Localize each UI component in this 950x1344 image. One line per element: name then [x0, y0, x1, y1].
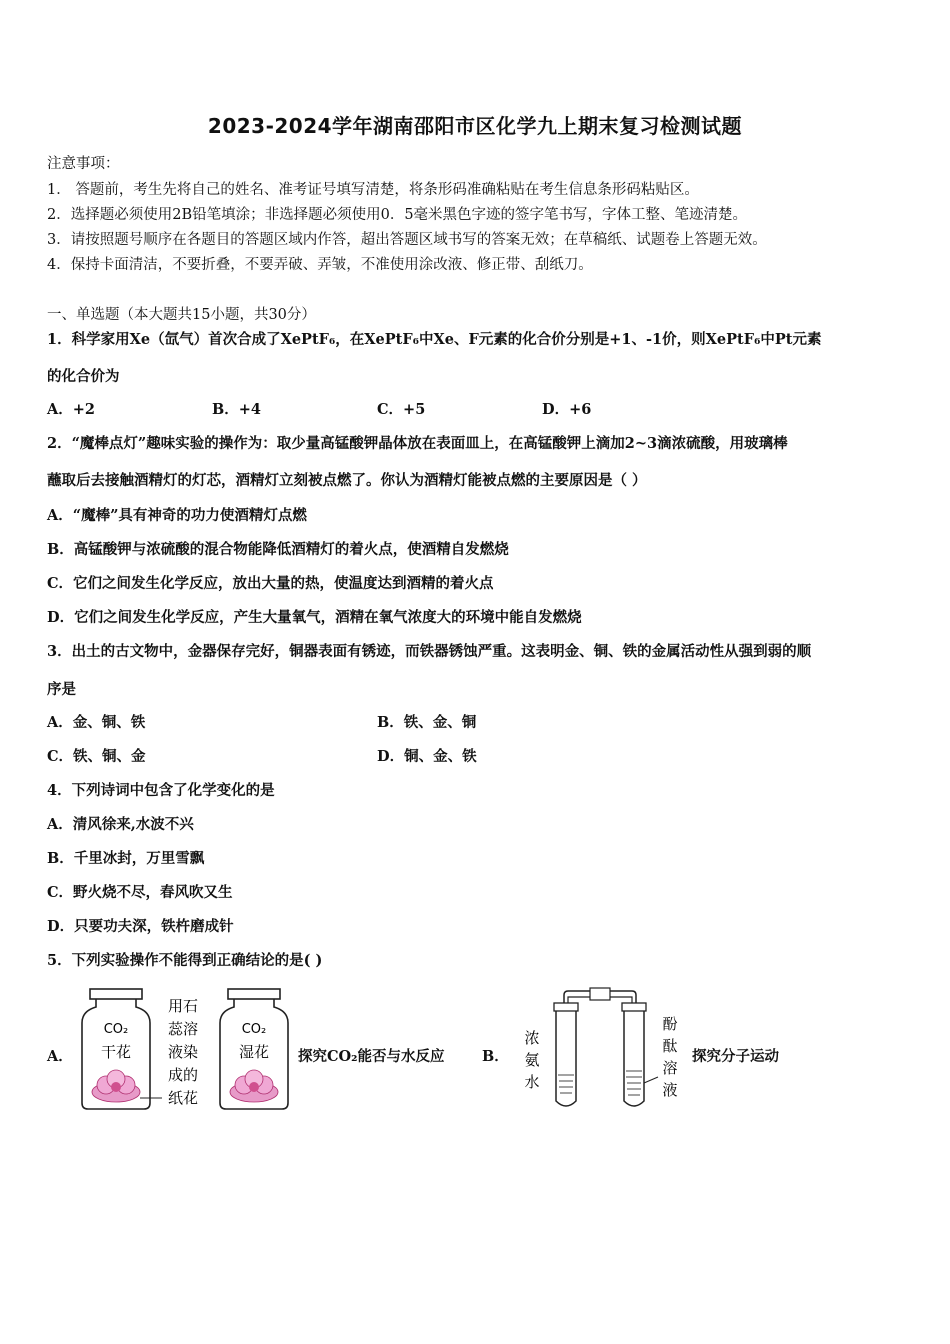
section-heading: 一、单选题（本大题共15小题，共30分）: [47, 307, 316, 323]
page-title: 2023-2024学年湖南邵阳市区化学九上期末复习检测试题: [207, 114, 743, 138]
q5-option-a-text: 探究CO₂能否与水反应: [298, 1048, 445, 1065]
flower-icon: [92, 1070, 140, 1102]
q5-figures: [0, 985, 950, 1115]
q1-option-c: C．+5: [377, 401, 426, 418]
q4-option-b: B．千里冰封，万里雪飘: [47, 850, 205, 867]
note-line-5: 纸花: [167, 1089, 199, 1107]
notice-item-1: 1． 答题前，考生先将自己的姓名、准考证号填写清楚，将条形码准确粘贴在考生信息条形码粘贴区。: [47, 182, 699, 198]
right-label-1: 酚: [662, 1015, 678, 1033]
q4-option-a: A．清风徐来,水波不兴: [47, 816, 194, 833]
q2-option-c: C．它们之间发生化学反应，放出大量的热，使温度达到酒精的着火点: [47, 575, 494, 592]
q4-option-d: D．只要功夫深，铁杵磨成针: [47, 918, 234, 935]
note-line-4: 成的: [167, 1066, 199, 1084]
ammonia-label: [524, 1029, 539, 1091]
q3-option-b: B．铁、金、铜: [377, 714, 477, 731]
jar-dry-flower: [82, 989, 150, 1109]
q5-option-a-label: A．: [47, 1048, 73, 1065]
phenolphthalein-liquid: [626, 1071, 642, 1095]
q5-stem: 5．下列实验操作不能得到正确结论的是( ): [47, 952, 323, 969]
notice-item-2: 2．选择题必须使用2B铅笔填涂；非选择题必须使用0．5毫米黑色字迹的签字笔书写，字体工整、笔迹清楚。: [47, 207, 748, 223]
q2-option-a: A．“魔棒”具有神奇的功力使酒精灯点燃: [47, 507, 307, 524]
q1-option-b: B．+4: [212, 401, 261, 418]
jar1-flower-label: 干花: [100, 1043, 132, 1061]
q2-stem-line1: 2．“魔棒点灯”趣味实验的操作为：取少量高锰酸钾晶体放在表面皿上，在高锰酸钾上滴加2~3滴浓硫酸，用玻璃棒: [47, 435, 788, 452]
phenolphthalein-label: [662, 1015, 677, 1099]
q5-option-b-text: 探究分子运动: [692, 1048, 779, 1065]
right-label-2: 酞: [662, 1037, 678, 1055]
flower-icon: [230, 1070, 278, 1102]
right-label-3: 溶: [662, 1059, 678, 1077]
notice-item-4: 4．保持卡面清洁，不要折叠，不要弄破、弄皱，不准使用涂改液、修正带、刮纸刀。: [47, 257, 593, 273]
q1-option-d: D．+6: [542, 401, 592, 418]
jar1-gas-label: CO₂: [103, 1022, 129, 1037]
jar-wet-flower: [220, 989, 288, 1109]
q4-option-c: C．野火烧不尽，春风吹又生: [47, 884, 233, 901]
litmus-note: [168, 997, 198, 1107]
q3-stem-line2: 序是: [47, 681, 76, 698]
jar2-flower-label: 湿花: [238, 1043, 270, 1061]
q4-stem: 4．下列诗词中包含了化学变化的是: [47, 782, 275, 799]
q1-stem-line2: 的化合价为: [47, 368, 120, 385]
note-line-2: 蕊溶: [167, 1020, 199, 1038]
q2-stem-line2: 蘸取后去接触酒精灯的灯芯，酒精灯立刻被点燃了。你认为酒精灯能被点燃的主要原因是（ ）: [47, 472, 647, 489]
right-label-4: 液: [662, 1081, 678, 1099]
notice-item-3: 3．请按照题号顺序在各题目的答题区域内作答，超出答题区域书写的答案无效；在草稿纸、试题卷上答题无效。: [47, 232, 767, 248]
left-label-1: 浓: [524, 1029, 540, 1047]
ammonia-diffusion-figure: [520, 987, 690, 1115]
notice-heading: 注意事项：: [47, 156, 120, 172]
q3-option-a: A．金、铜、铁: [47, 714, 146, 731]
q2-option-d: D．它们之间发生化学反应，产生大量氧气，酒精在氧气浓度大的环境中能自发燃烧: [47, 609, 582, 626]
left-label-3: 水: [524, 1073, 540, 1091]
note-line-3: 液染: [167, 1043, 199, 1061]
q5-option-b-label: B．: [482, 1048, 509, 1065]
q1-option-a: A．+2: [47, 401, 95, 418]
jar2-gas-label: CO₂: [241, 1022, 267, 1037]
q2-option-b: B．高锰酸钾与浓硫酸的混合物能降低酒精灯的着火点，使酒精自发燃烧: [47, 541, 509, 558]
q3-stem-line1: 3．出土的古文物中，金器保存完好，铜器表面有锈迹，而铁器锈蚀严重。这表明金、铜、铁的金属活动性从强到弱的顺: [47, 643, 812, 660]
co2-flower-jars-figure: [78, 987, 293, 1115]
left-label-2: 氨: [524, 1051, 540, 1069]
q3-option-d: D．铜、金、铁: [377, 748, 477, 765]
q3-option-c: C．铁、铜、金: [47, 748, 146, 765]
q1-stem-line1: 1．科学家用Xe（氙气）首次合成了XePtF₆，在XePtF₆中Xe、F元素的化合价分别是+1、-1价，则XePtF₆中Pt元素: [47, 331, 822, 348]
note-line-1: 用石: [167, 997, 199, 1015]
